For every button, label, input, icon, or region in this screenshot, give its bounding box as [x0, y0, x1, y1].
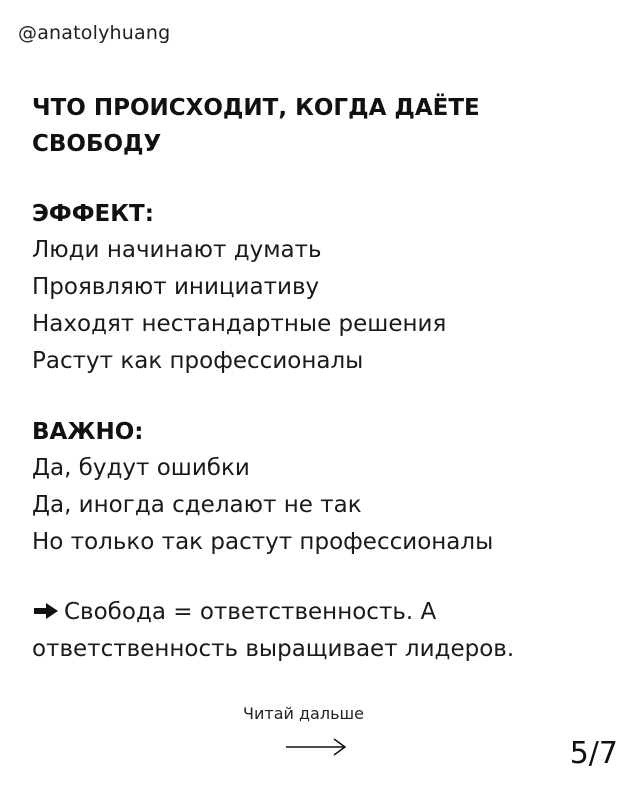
- effect-line: Проявляют инициативу: [32, 274, 320, 300]
- effect-section: [32, 196, 612, 380]
- effect-line: Люди начинают думать: [32, 237, 322, 263]
- author-handle: @anatolyhuang: [18, 22, 171, 44]
- conclusion-text: Свобода = ответственность. А ответственность выращивает лидеров.: [32, 599, 515, 662]
- long-arrow-right-icon[interactable]: [284, 736, 348, 758]
- effect-line: Растут как профессионалы: [32, 348, 364, 374]
- important-section: [32, 414, 612, 561]
- important-line: Да, иногда сделают не так: [32, 492, 362, 518]
- page-title: ЧТО ПРОИСХОДИТ, КОГДА ДАЁТЕ СВОБОДУ: [32, 95, 480, 157]
- important-line: Но только так растут профессионалы: [32, 529, 494, 555]
- read-more-label[interactable]: Читай дальше: [243, 704, 364, 723]
- page-counter: 5/7: [569, 736, 618, 771]
- important-line: Да, будут ошибки: [32, 455, 250, 481]
- effect-heading: ЭФФЕКТ:: [32, 201, 154, 227]
- important-heading: ВАЖНО:: [32, 419, 144, 445]
- conclusion-text-block: [32, 594, 612, 668]
- effect-line: Находят нестандартные решения: [32, 311, 447, 337]
- right-arrow-icon: [32, 600, 60, 622]
